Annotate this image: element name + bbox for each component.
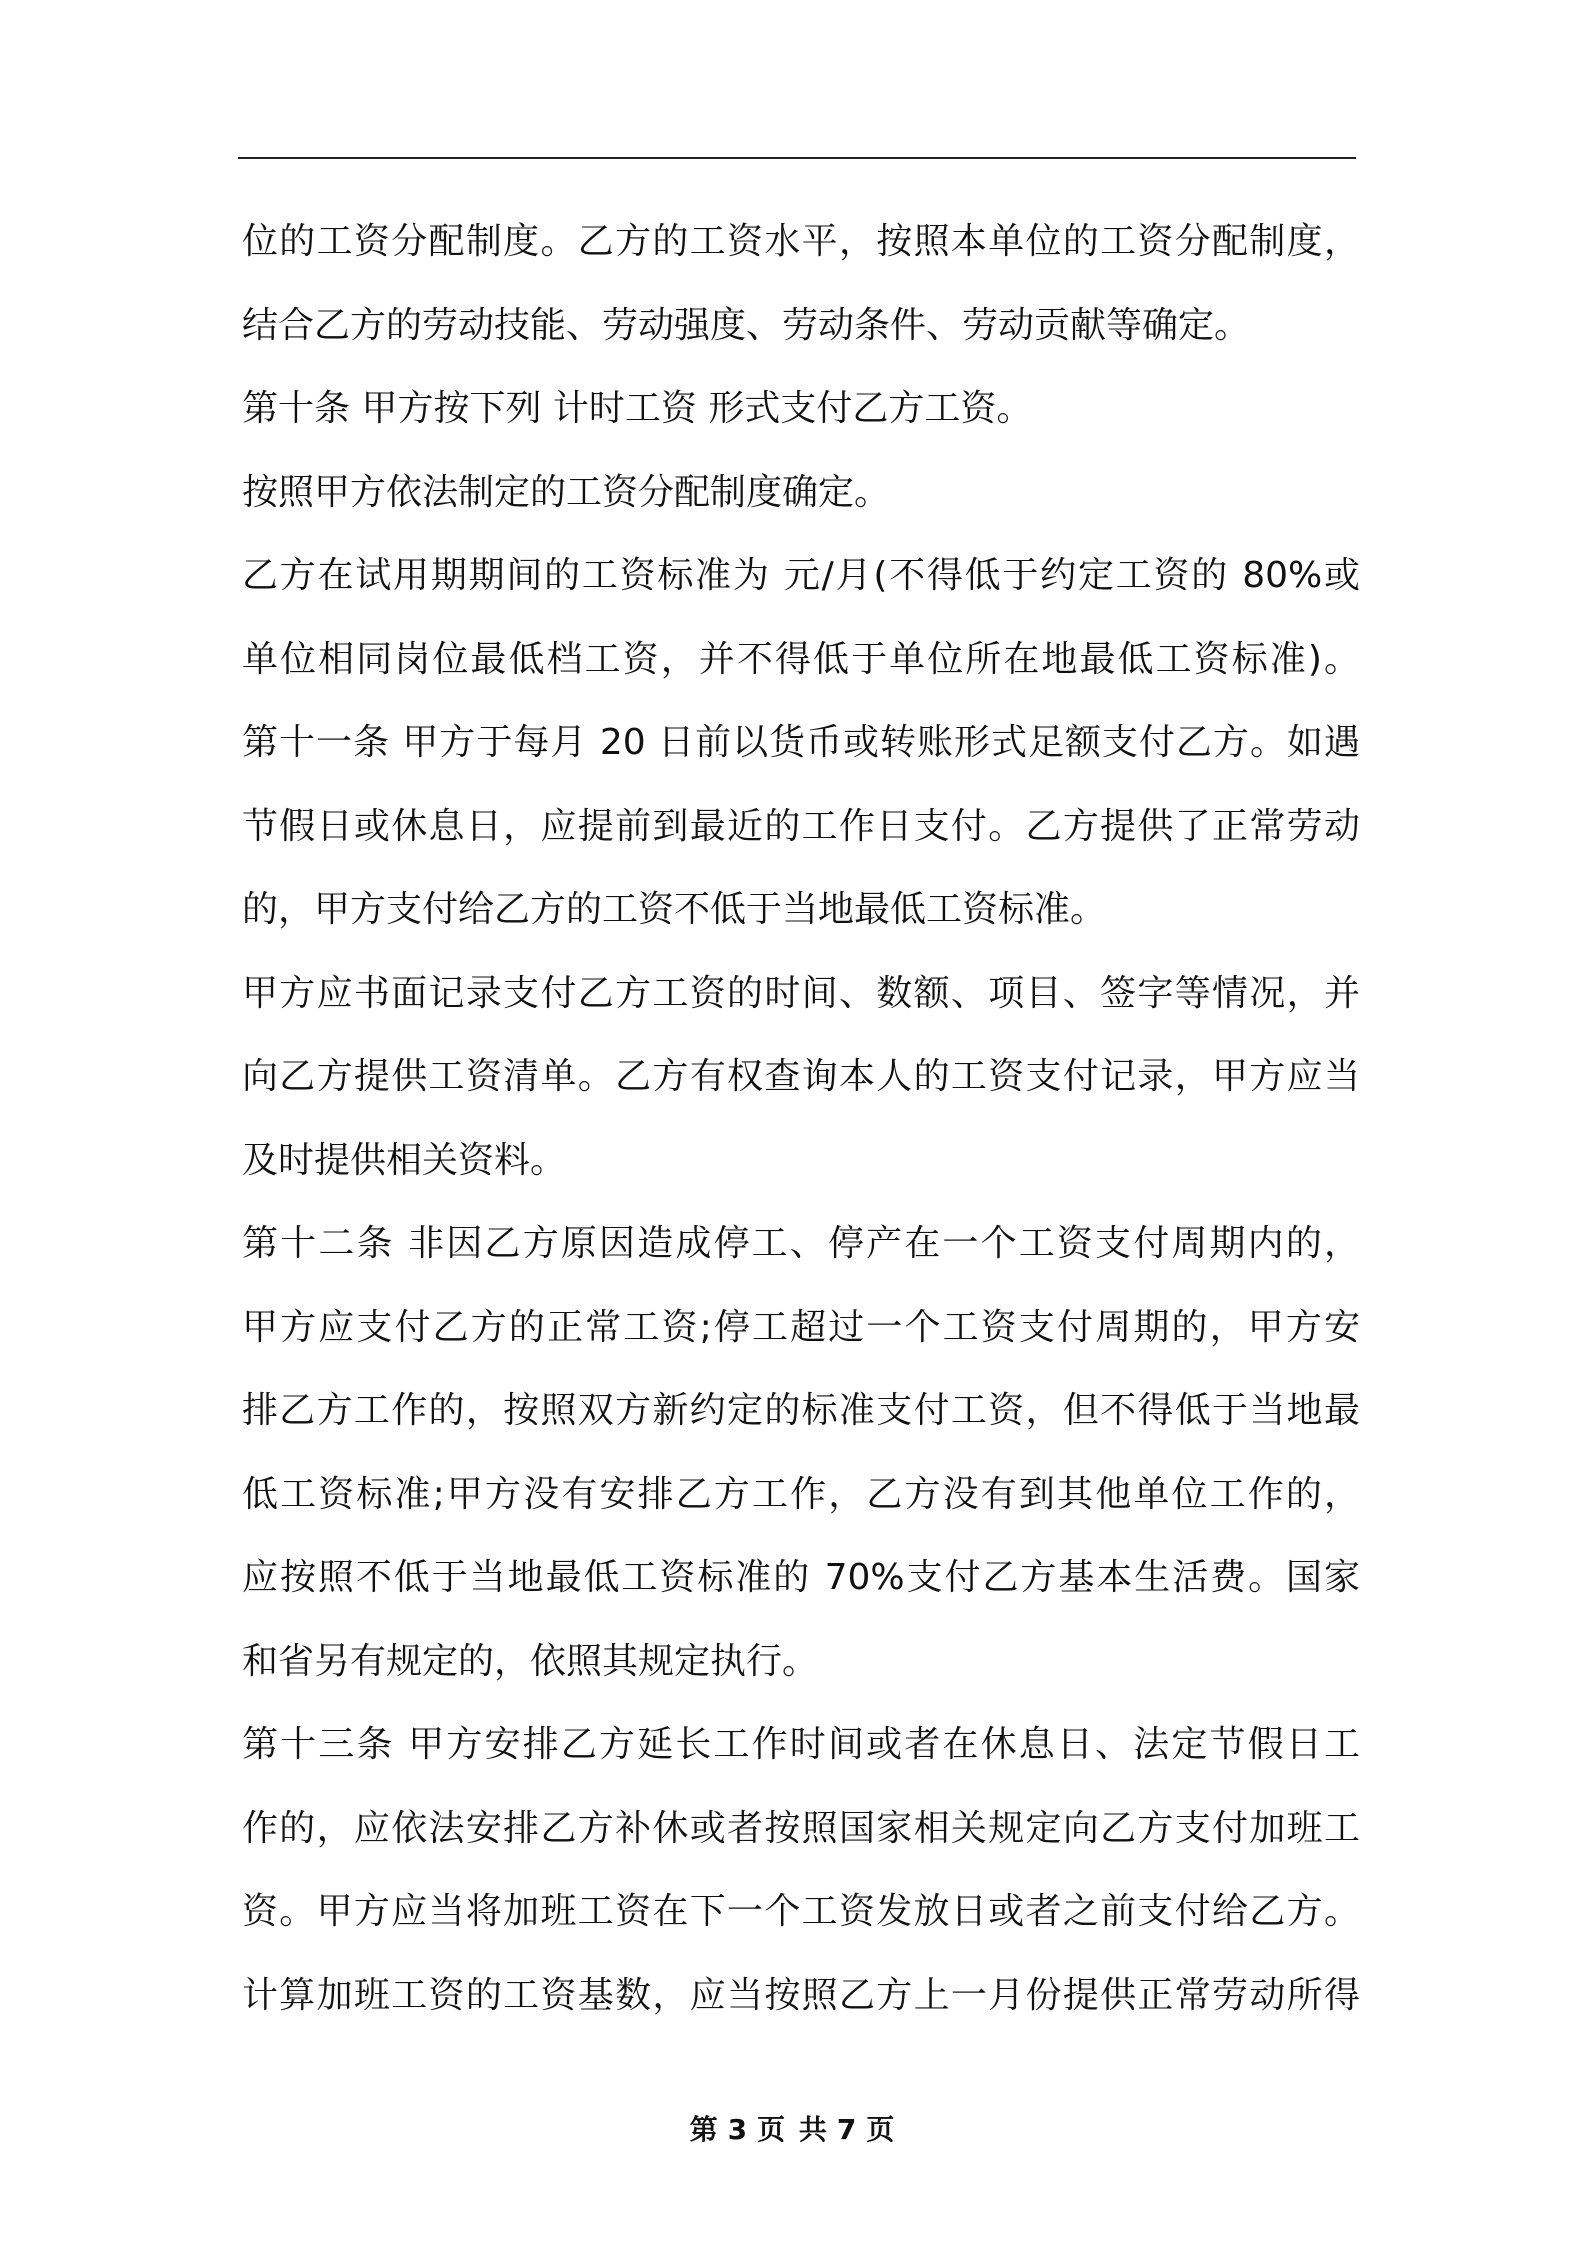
text-line: 应按照不低于当地最低工资标准的 70%支付乙方基本生活费。国家 <box>242 1557 1360 1598</box>
text-line: 结合乙方的劳动技能、劳动强度、劳动条件、劳动贡献等确定。 <box>242 304 1251 346</box>
document-body <box>242 200 1360 2037</box>
text-line: 节假日或休息日，应提前到最近的工作日支付。乙方提供了正常劳动 <box>242 805 1360 847</box>
page-total: 7 <box>836 2113 859 2146</box>
text-line: 资。甲方应当将加班工资在下一个工资发放日或者之前支付给乙方。 <box>242 1891 1360 1932</box>
text-line: 甲方应支付乙方的正常工资;停工超过一个工资支付周期的，甲方安 <box>242 1306 1360 1348</box>
text-line: 第十二条 非因乙方原因造成停工、停产在一个工资支付周期内的， <box>242 1223 1360 1264</box>
text-line: 的，甲方支付给乙方的工资不低于当地最低工资标准。 <box>242 889 1107 930</box>
text-line: 作的，应依法安排乙方补休或者按照国家相关规定向乙方支付加班工 <box>242 1807 1360 1849</box>
text-line: 向乙方提供工资清单。乙方有权查询本人的工资支付记录，甲方应当 <box>242 1056 1360 1097</box>
text-line: 排乙方工作的，按照双方新约定的标准支付工资，但不得低于当地最 <box>242 1390 1360 1431</box>
text-line: 和省另有规定的，依照其规定执行。 <box>242 1640 819 1682</box>
page-number: 3 <box>727 2113 750 2146</box>
text-line: 位的工资分配制度。乙方的工资水平，按照本单位的工资分配制度， <box>242 221 1360 262</box>
text-line: 乙方在试用期期间的工资标准为 元/月(不得低于约定工资的 80%或 <box>242 555 1360 596</box>
text-line: 第十一条 甲方于每月 20 日前以货币或转账形式足额支付乙方。如遇 <box>242 722 1360 763</box>
text-line: 及时提供相关资料。 <box>242 1139 567 1181</box>
footer-suffix: 页 <box>866 2113 897 2146</box>
text-line: 计算加班工资的工资基数，应当按照乙方上一月份提供正常劳动所得 <box>242 1974 1360 2016</box>
footer-middle: 页 共 <box>757 2113 829 2146</box>
text-line: 甲方应书面记录支付乙方工资的时间、数额、项目、签字等情况，并 <box>242 972 1360 1014</box>
footer-prefix: 第 <box>689 2113 720 2146</box>
header-rule <box>238 157 1356 159</box>
text-line: 第十三条 甲方安排乙方延长工作时间或者在休息日、法定节假日工 <box>242 1724 1360 1765</box>
text-line: 低工资标准;甲方没有安排乙方工作，乙方没有到其他单位工作的， <box>242 1473 1360 1515</box>
text-line: 单位相同岗位最低档工资，并不得低于单位所在地最低工资标准)。 <box>242 638 1360 680</box>
page-footer <box>0 2108 1586 2148</box>
text-line: 第十条 甲方按下列 计时工资 形式支付乙方工资。 <box>242 388 1033 429</box>
text-line: 按照甲方依法制定的工资分配制度确定。 <box>242 471 891 513</box>
